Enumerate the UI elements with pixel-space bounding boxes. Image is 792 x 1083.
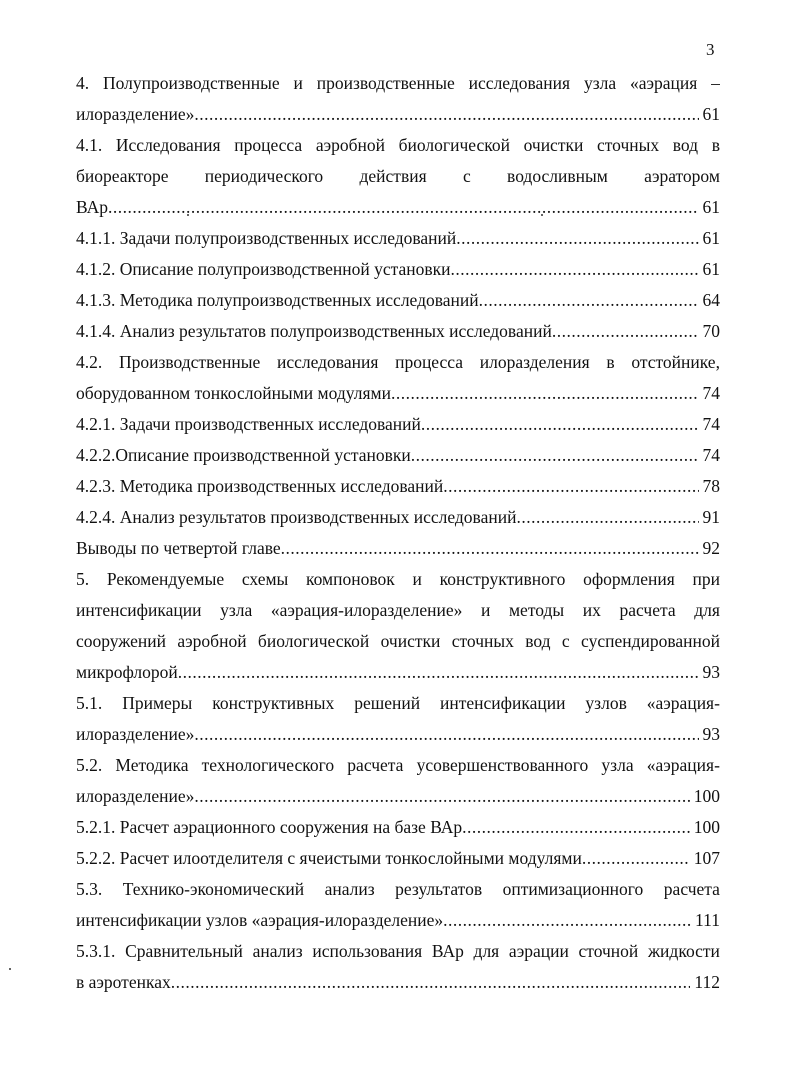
dot-leader xyxy=(443,905,691,936)
toc-entry-page: 70 xyxy=(702,321,720,341)
toc-line xyxy=(76,936,720,967)
toc-entry-page: 64 xyxy=(702,290,720,310)
toc-entry xyxy=(76,254,720,285)
toc-word: расчета xyxy=(619,600,676,620)
toc-word: 4. xyxy=(76,73,90,93)
toc-word: схемы xyxy=(241,569,289,589)
toc-word: 4.2. xyxy=(76,352,103,372)
toc-entry-title: 5.2.2. Расчет илоотделителя с ячеистыми тонкослойными модулями xyxy=(76,848,582,868)
dot-leader xyxy=(456,223,698,254)
toc-word: интенсификации xyxy=(76,600,202,620)
toc-word: интенсификации xyxy=(440,693,566,713)
page-number: 3 xyxy=(706,40,715,59)
toc-word: водосливным xyxy=(507,166,608,186)
toc-word: илоразделения xyxy=(479,352,590,372)
toc-entry-title: Выводы по четвертой главе xyxy=(76,538,281,558)
toc-word: усовершенствованного xyxy=(416,755,589,775)
toc-word: 5. xyxy=(76,569,90,589)
toc-entry-title: 4.1.1. Задачи полупроизводственных исследований xyxy=(76,228,457,248)
dot-leader xyxy=(178,657,699,688)
toc-entry-page: 61 xyxy=(702,228,720,248)
dot-leader xyxy=(391,378,699,409)
toc-word: процесса xyxy=(234,135,303,155)
toc-entry-page: 112 xyxy=(694,972,720,992)
toc-word: использования xyxy=(312,941,423,961)
toc-word: сточных xyxy=(451,631,514,651)
dot-leader xyxy=(451,254,699,285)
toc-entry-title: 4.1.4. Анализ результатов полупроизводственных исследований xyxy=(76,321,552,341)
toc-word: аэратором xyxy=(644,166,720,186)
toc-word: исследования xyxy=(276,352,379,372)
toc-word: 5.1. xyxy=(76,693,103,713)
dot-leader xyxy=(194,99,698,130)
toc-line xyxy=(76,595,720,626)
toc-word: узла xyxy=(583,73,617,93)
toc-word: аэробной xyxy=(315,135,385,155)
toc-word: биологической xyxy=(398,135,510,155)
toc-word: оптимизационного xyxy=(502,879,644,899)
toc-entry-title: оборудованном тонкослойными модулями xyxy=(76,383,391,403)
toc-word: «аэрация-илоразделение» xyxy=(270,600,463,620)
scan-speck xyxy=(187,214,189,216)
toc-word: анализ xyxy=(252,941,303,961)
toc-entry xyxy=(76,192,720,223)
toc-word: расчета xyxy=(663,879,720,899)
toc-line xyxy=(76,626,720,657)
toc-entry-page: 107 xyxy=(693,848,720,868)
toc-word: с xyxy=(561,631,570,651)
toc-word: и xyxy=(412,569,422,589)
toc-entry xyxy=(76,843,720,874)
toc-entry-title: 4.2.4. Анализ результатов производственных исследований xyxy=(76,507,517,527)
dot-leader xyxy=(552,316,699,347)
toc-word: оформления xyxy=(583,569,675,589)
toc-word: исследования xyxy=(468,73,571,93)
toc-word: результатов xyxy=(395,879,483,899)
toc-entry-page: 74 xyxy=(702,445,720,465)
toc-entry xyxy=(76,502,720,533)
toc-entry-page: 100 xyxy=(693,786,720,806)
dot-leader xyxy=(582,843,690,874)
toc-line xyxy=(76,68,720,99)
toc-entry-page: 78 xyxy=(702,476,720,496)
toc-entry xyxy=(76,967,720,998)
toc-word: сооружений xyxy=(76,631,167,651)
toc-word: «аэрация xyxy=(629,73,698,93)
dot-leader xyxy=(411,440,699,471)
toc-entry-title: ВАр xyxy=(76,197,108,217)
toc-entry xyxy=(76,409,720,440)
toc-entry-page: 61 xyxy=(702,259,720,279)
toc-word: для xyxy=(694,600,720,620)
toc-word: в xyxy=(606,352,615,372)
dot-leader xyxy=(281,533,699,564)
toc-entry xyxy=(76,285,720,316)
toc-word: Примеры xyxy=(122,693,193,713)
toc-word: Полупроизводственные xyxy=(102,73,280,93)
toc-word: узла xyxy=(220,600,253,620)
toc-word: Сравнительный xyxy=(125,941,243,961)
toc-entry-title: 4.2.2.Описание производственной установки xyxy=(76,445,411,465)
toc-word: и xyxy=(481,600,491,620)
toc-entry xyxy=(76,812,720,843)
toc-entry-title: илоразделение» xyxy=(76,786,195,806)
toc-word: жидкости xyxy=(647,941,720,961)
toc-entry-page: 61 xyxy=(702,104,720,124)
toc-word: вод xyxy=(525,631,551,651)
toc-entry-page: 93 xyxy=(702,662,720,682)
toc-word: периодического xyxy=(204,166,324,186)
dot-leader xyxy=(194,781,689,812)
dot-leader xyxy=(108,192,699,223)
toc-entry-page: 74 xyxy=(702,383,720,403)
toc-word: узлов xyxy=(585,693,627,713)
toc-entry-title: интенсификации узлов «аэрация-илоразделение» xyxy=(76,910,444,930)
toc-word: – xyxy=(711,73,720,93)
dot-leader xyxy=(479,285,699,316)
toc-word: сточных xyxy=(596,135,660,155)
toc-entry-page: 74 xyxy=(702,414,720,434)
dot-leader xyxy=(516,502,698,533)
toc-word: процесса xyxy=(395,352,464,372)
toc-line xyxy=(76,564,720,595)
toc-word: очистки xyxy=(523,135,584,155)
toc-entry xyxy=(76,471,720,502)
dot-leader xyxy=(421,409,699,440)
toc-word: конструктивных xyxy=(212,693,335,713)
toc-line xyxy=(76,750,720,781)
toc-entry xyxy=(76,719,720,750)
toc-word: сточной xyxy=(578,941,639,961)
toc-word: анализ xyxy=(324,879,375,899)
dot-leader xyxy=(171,967,691,998)
toc-word: расчета xyxy=(347,755,404,775)
toc-entry-title: 4.1.2. Описание полупроизводственной установки xyxy=(76,259,451,279)
toc-word: узла xyxy=(601,755,634,775)
toc-word: конструктивного xyxy=(439,569,566,589)
toc-entry-page: 93 xyxy=(702,724,720,744)
toc-entry-title: 4.2.1. Задачи производственных исследований xyxy=(76,414,421,434)
table-of-contents xyxy=(76,68,720,998)
toc-line xyxy=(76,874,720,905)
toc-entry-page: 91 xyxy=(702,507,720,527)
toc-entry xyxy=(76,99,720,130)
toc-entry xyxy=(76,440,720,471)
toc-entry xyxy=(76,905,720,936)
toc-entry xyxy=(76,378,720,409)
toc-word: Рекомендуемые xyxy=(106,569,225,589)
toc-word: вод xyxy=(672,135,699,155)
toc-entry xyxy=(76,316,720,347)
toc-word: компоновок xyxy=(306,569,395,589)
toc-line xyxy=(76,130,720,161)
toc-entry-page: 92 xyxy=(702,538,720,558)
toc-entry-title: 4.1.3. Методика полупроизводственных исследований xyxy=(76,290,479,310)
toc-word: Исследования xyxy=(115,135,221,155)
toc-entry-title: 4.2.3. Методика производственных исследований xyxy=(76,476,444,496)
toc-entry xyxy=(76,657,720,688)
toc-word: биологической xyxy=(257,631,370,651)
toc-entry-page: 100 xyxy=(693,817,720,837)
scan-speck xyxy=(9,968,11,970)
toc-word: 4.1. xyxy=(76,135,103,155)
dot-leader xyxy=(462,812,690,843)
toc-line xyxy=(76,161,720,192)
toc-word: «аэрация- xyxy=(646,693,720,713)
toc-word: их xyxy=(582,600,601,620)
toc-word: ВАр xyxy=(431,941,464,961)
toc-word: и xyxy=(293,73,303,93)
toc-word: с xyxy=(462,166,471,186)
toc-entry xyxy=(76,781,720,812)
toc-entry xyxy=(76,533,720,564)
toc-entry xyxy=(76,223,720,254)
toc-word: решений xyxy=(354,693,421,713)
toc-word: аэробной xyxy=(177,631,247,651)
toc-line xyxy=(76,688,720,719)
toc-word: действия xyxy=(359,166,427,186)
toc-word: Производственные xyxy=(118,352,261,372)
toc-word: технологического xyxy=(201,755,335,775)
scan-speck xyxy=(541,214,543,216)
toc-word: отстойнике, xyxy=(631,352,720,372)
toc-word: для xyxy=(473,941,500,961)
toc-entry-title: в аэротенках xyxy=(76,972,171,992)
toc-entry-title: илоразделение» xyxy=(76,104,195,124)
toc-line xyxy=(76,347,720,378)
toc-word: аэрации xyxy=(508,941,569,961)
toc-word: очистки xyxy=(380,631,441,651)
toc-word: 5.2. xyxy=(76,755,103,775)
toc-entry-page: 111 xyxy=(695,910,720,930)
toc-word: методы xyxy=(508,600,565,620)
toc-word: при xyxy=(692,569,720,589)
toc-entry-title: микрофлорой xyxy=(76,662,178,682)
toc-word: Технико-экономический xyxy=(122,879,305,899)
toc-entry-page: 61 xyxy=(702,197,720,217)
toc-word: суспендированной xyxy=(581,631,720,651)
toc-entry-title: илоразделение» xyxy=(76,724,195,744)
toc-word: производственные xyxy=(316,73,455,93)
toc-word: Методика xyxy=(115,755,189,775)
dot-leader xyxy=(194,719,698,750)
toc-word: в xyxy=(711,135,720,155)
toc-word: биореакторе xyxy=(76,166,169,186)
toc-word: «аэрация- xyxy=(646,755,720,775)
toc-entry-title: 5.2.1. Расчет аэрационного сооружения на базе ВАр xyxy=(76,817,463,837)
dot-leader xyxy=(443,471,698,502)
toc-word: 5.3.1. xyxy=(76,941,116,961)
toc-word: 5.3. xyxy=(76,879,103,899)
